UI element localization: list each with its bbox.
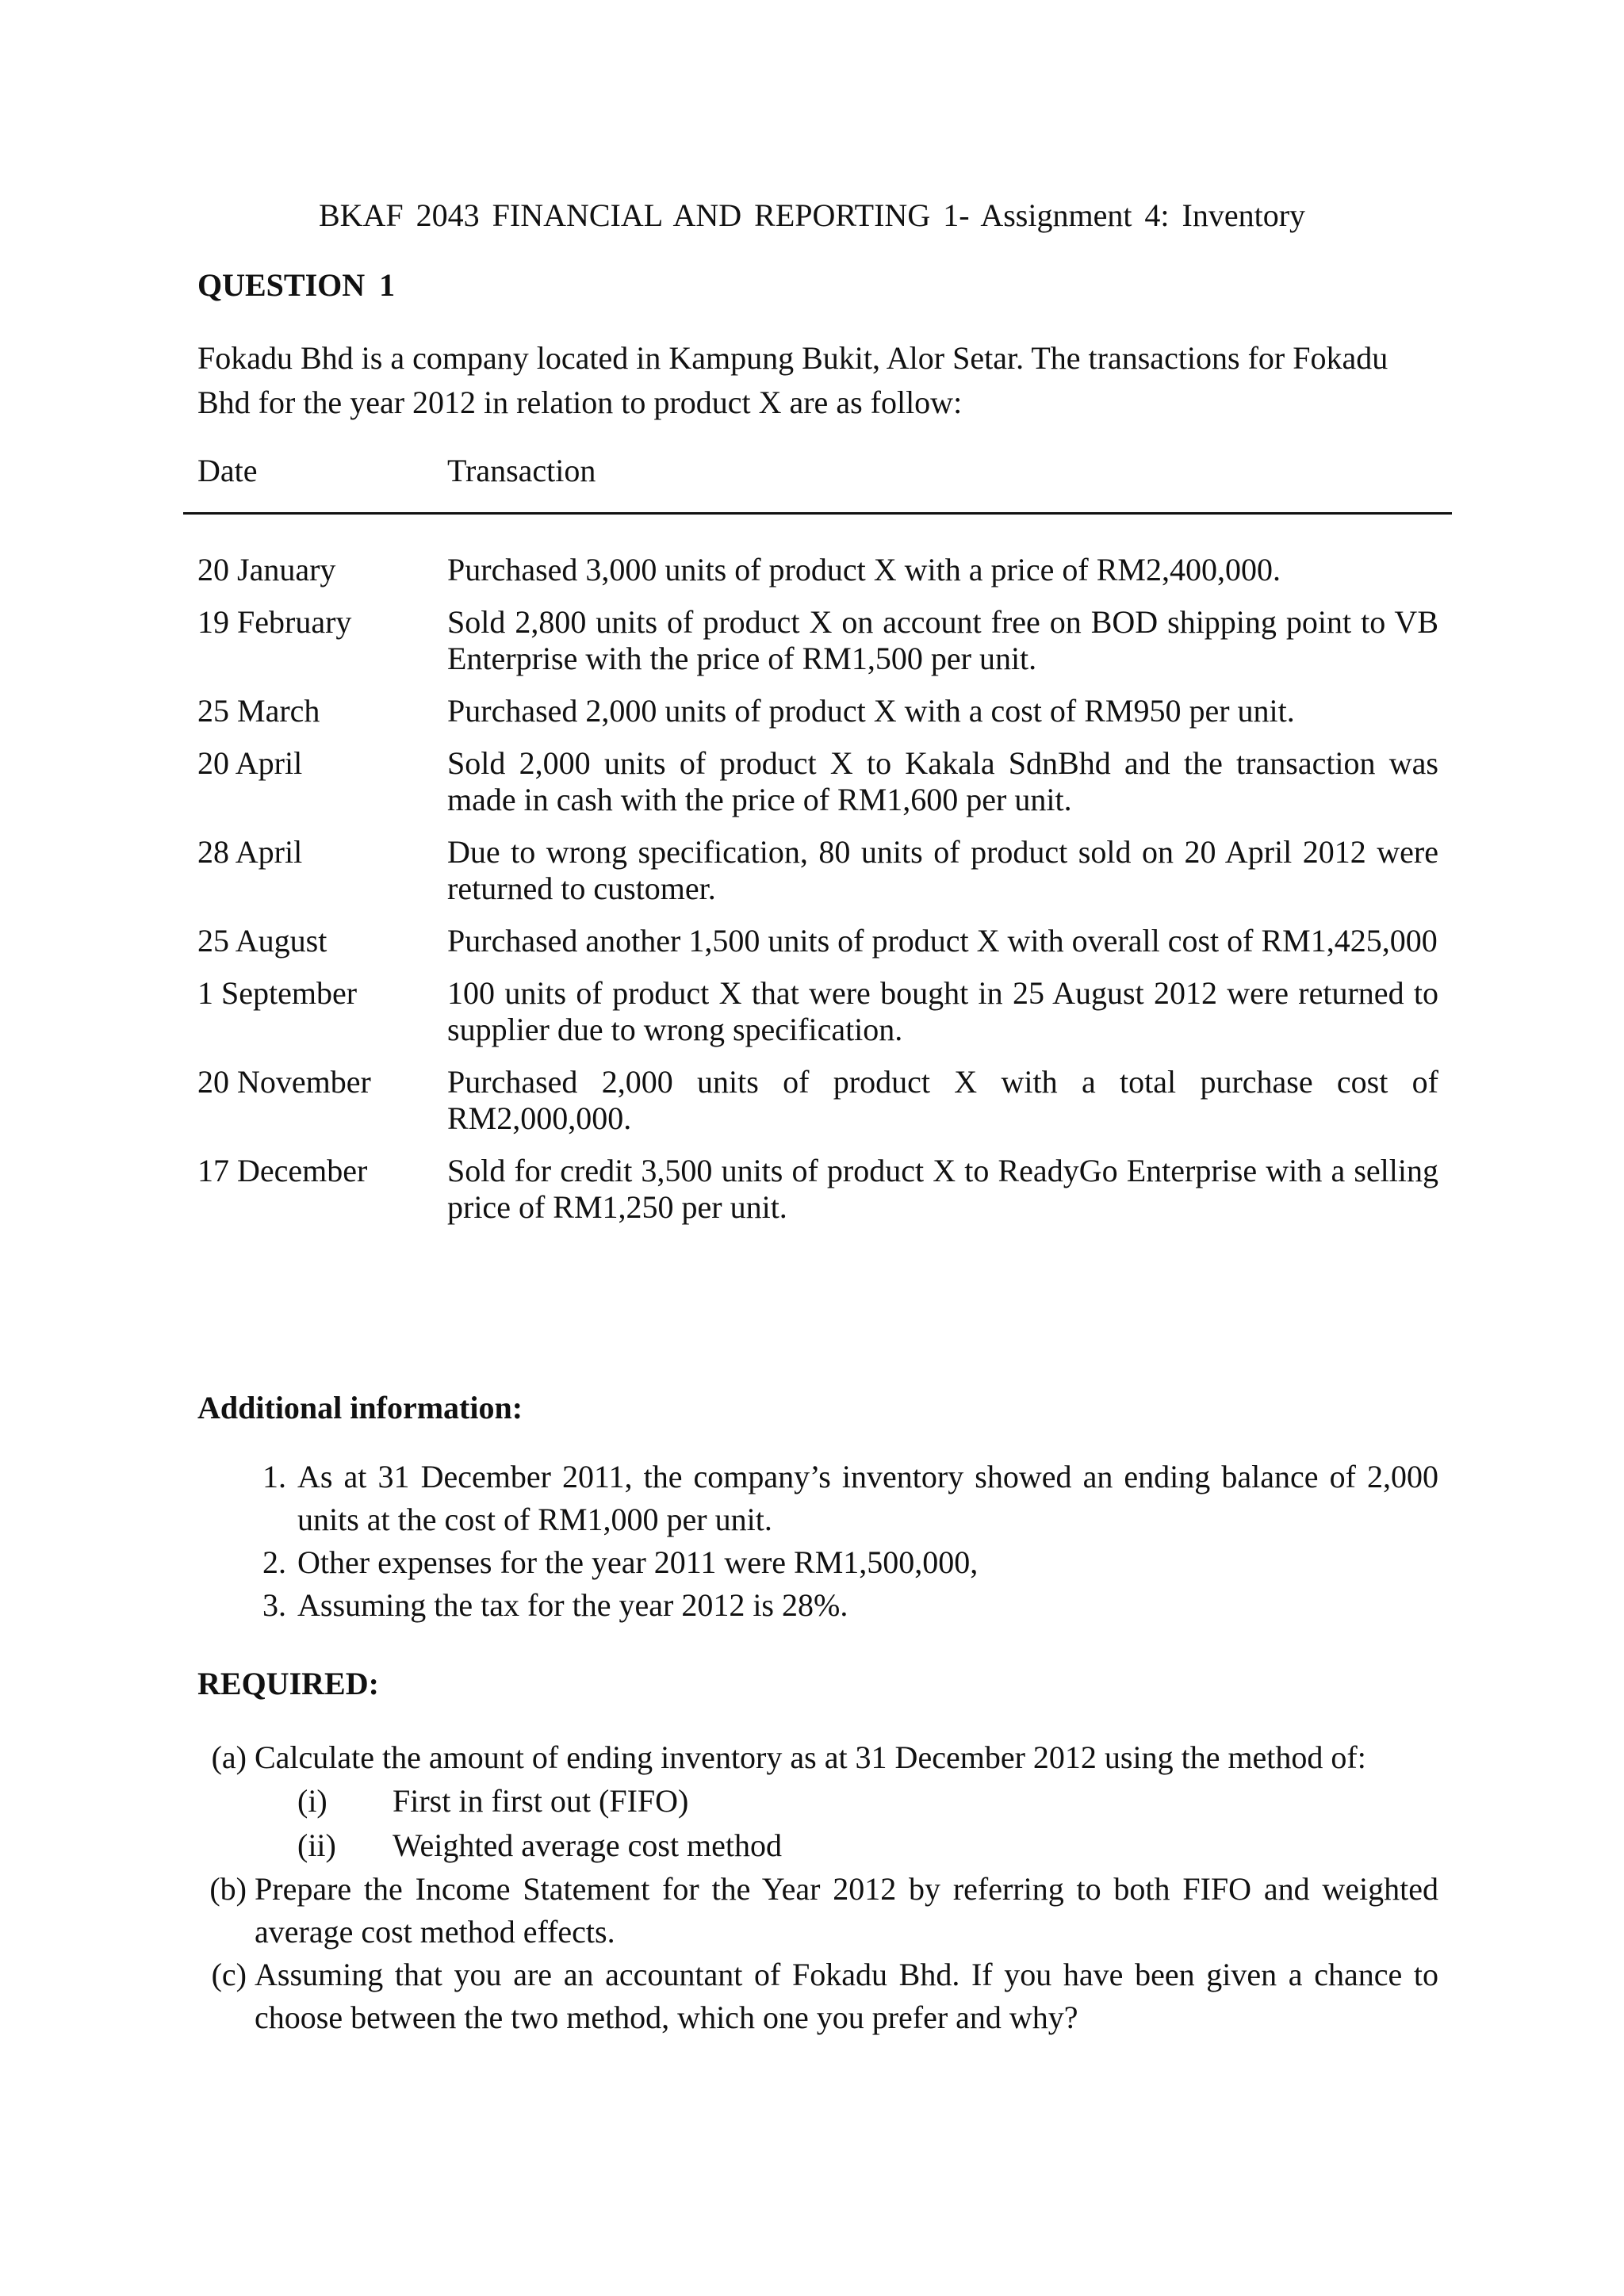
transaction-description: Purchased 2,000 units of product X with a total purchase cost of RM2,000,000. [447, 1064, 1438, 1136]
transaction-description: Purchased another 1,500 units of product X with overall cost of RM1,425,000 [447, 923, 1438, 959]
list-marker: (i) [297, 1783, 327, 1819]
document-title: BKAF 2043 FINANCIAL AND REPORTING 1- Assignment 4: Inventory [318, 197, 1306, 233]
transaction-date: 17 December [197, 1153, 368, 1188]
required-item-text: Prepare the Income Statement for the Year 2012 by referring to both FIFO and weighted average cost method effects. [255, 1871, 1438, 1950]
required-item-text: Assuming that you are an accountant of Fokadu Bhd. If you have been given a chance to choose between the two method, which one you prefer and why? [255, 1957, 1438, 2035]
transaction-date: 20 November [197, 1064, 371, 1100]
list-marker: 3. [262, 1587, 286, 1623]
transaction-date: 20 April [197, 745, 303, 781]
list-marker: (b) [209, 1871, 247, 1907]
transaction-description: Sold 2,000 units of product X to Kakala SdnBhd and the transaction was made in cash with the price of RM1,600 per unit. [447, 745, 1438, 817]
table-row [197, 1153, 1438, 1226]
transaction-date: 20 January [197, 552, 336, 587]
transaction-description: Due to wrong specification, 80 units of product sold on 20 April 2012 were returned to customer. [447, 834, 1438, 906]
required-list [197, 1736, 1438, 2039]
table-row [197, 975, 1438, 1048]
list-item [197, 1584, 1438, 1627]
required-item-text: Calculate the amount of ending inventory as at 31 December 2012 using the method of: [255, 1739, 1366, 1775]
list-marker: (c) [211, 1957, 247, 1992]
required-heading: REQUIRED: [197, 1666, 379, 1701]
additional-information-list [197, 1456, 1438, 1627]
transaction-date: 28 April [197, 834, 303, 870]
transaction-table-header [197, 452, 1434, 496]
transaction-description: Purchased 2,000 units of product X with a cost of RM950 per unit. [447, 693, 1295, 729]
table-row [197, 604, 1438, 677]
transaction-table [197, 552, 1438, 1242]
table-row [197, 923, 1438, 959]
list-marker: 2. [262, 1544, 286, 1580]
date-column-header: Date [197, 453, 258, 488]
transaction-description: Sold 2,800 units of product X on account free on BOD shipping point to VB Enterprise with the price of RM1,500 per unit. [447, 604, 1438, 676]
required-item-a [197, 1736, 1438, 1779]
intro-paragraph: Fokadu Bhd is a company located in Kampung Bukit, Alor Setar. The transactions for Fokadu Bhd for the year 2012 in relation to product X are as follow: [197, 340, 1388, 420]
transaction-column-header: Transaction [447, 453, 596, 488]
list-marker: (a) [211, 1739, 247, 1775]
required-subitem-ii [197, 1823, 1438, 1868]
table-header-rule [183, 512, 1452, 515]
list-item [197, 1541, 1438, 1584]
list-item [197, 1456, 1438, 1541]
question-heading: QUESTION 1 [197, 267, 396, 303]
transaction-date: 1 September [197, 975, 358, 1011]
table-row [197, 834, 1438, 907]
required-subitem-text: Weighted average cost method [393, 1827, 783, 1863]
list-item-text: Assuming the tax for the year 2012 is 28%. [297, 1587, 848, 1623]
transaction-date: 19 February [197, 604, 352, 640]
required-subitem-i [197, 1779, 1438, 1823]
list-marker: 1. [262, 1459, 286, 1494]
transaction-date: 25 August [197, 923, 327, 959]
table-row [197, 693, 1438, 729]
required-item-c [197, 1954, 1438, 2039]
transaction-description: Purchased 3,000 units of product X with a price of RM2,400,000. [447, 552, 1281, 587]
additional-information-heading: Additional information: [197, 1390, 523, 1425]
list-item-text: As at 31 December 2011, the company’s inventory showed an ending balance of 2,000 units at the cost of RM1,000 per unit. [297, 1459, 1438, 1537]
table-row [197, 552, 1438, 588]
list-item-text: Other expenses for the year 2011 were RM1,500,000, [297, 1544, 979, 1580]
required-subitem-text: First in first out (FIFO) [393, 1783, 689, 1819]
required-item-b [197, 1868, 1438, 1954]
transaction-description: 100 units of product X that were bought in 25 August 2012 were returned to supplier due to wrong specification. [447, 975, 1438, 1047]
transaction-description: Sold for credit 3,500 units of product X to ReadyGo Enterprise with a selling price of RM1,250 per unit. [447, 1153, 1438, 1225]
transaction-date: 25 March [197, 693, 320, 729]
table-row [197, 1064, 1438, 1137]
table-row [197, 745, 1438, 818]
list-marker: (ii) [297, 1827, 336, 1863]
